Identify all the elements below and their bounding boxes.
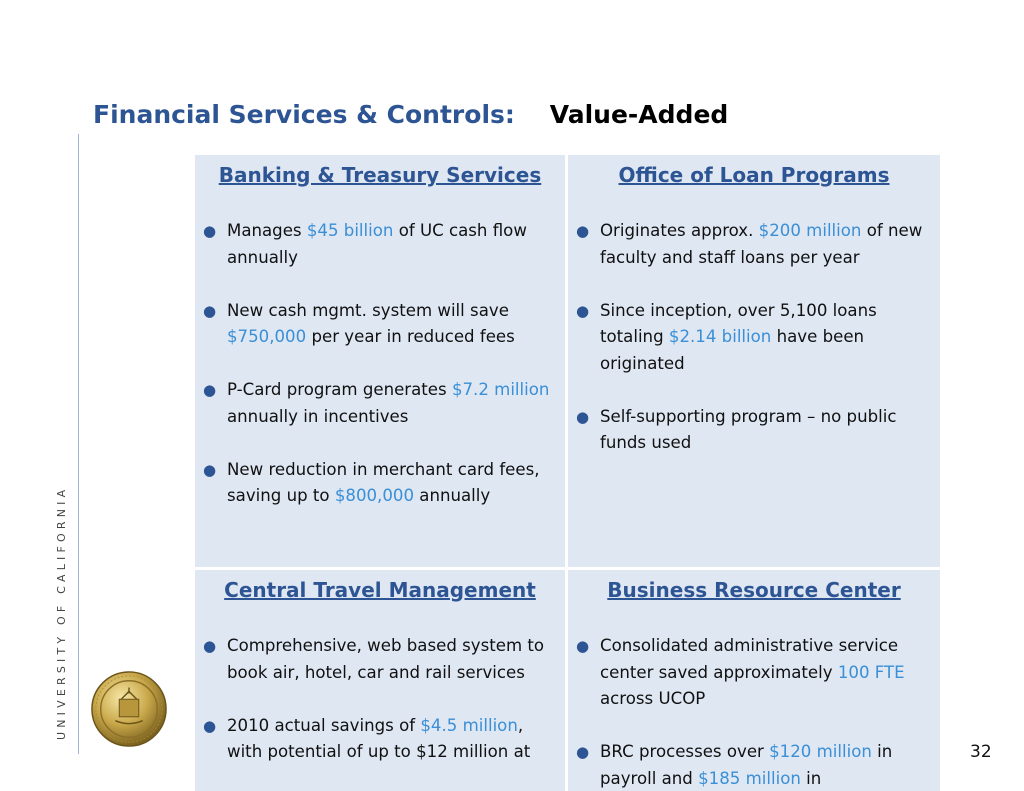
section-business-resource: [568, 570, 940, 791]
content-grid: [195, 155, 940, 791]
bullet-icon: ●: [576, 407, 590, 426]
section-heading: Office of Loan Programs: [618, 163, 890, 187]
bullet-icon: ●: [203, 637, 217, 655]
bullet-icon: ●: [203, 222, 217, 240]
bullet-list: [568, 218, 940, 457]
bullet-icon: ●: [203, 716, 217, 735]
bullet-icon: ●: [203, 301, 217, 320]
title-main: Financial Services & Controls:: [93, 100, 515, 129]
section-loan-programs: [568, 155, 940, 567]
list-item: ● 2010 actual savings of $4.5 million, with potential of up to $12 million at: [195, 713, 565, 766]
slide-title: [93, 100, 728, 129]
title-accent: Value-Added: [549, 100, 729, 129]
list-item: ● BRC processes over $120 million in payroll and $185 million in: [568, 739, 940, 791]
bullet-icon: ●: [576, 301, 590, 320]
section-heading: Business Resource Center: [607, 578, 901, 602]
list-item: ● P-Card program generates $7.2 million annually in incentives: [195, 377, 565, 430]
bullet-list: [195, 218, 565, 510]
bullet-icon: ●: [576, 637, 590, 655]
university-seal-icon: [90, 670, 168, 748]
list-item: ● New reduction in merchant card fees, saving up to $800,000 annually: [195, 457, 565, 510]
list-item: ● Since inception, over 5,100 loans totaling $2.14 billion have been originated: [568, 298, 940, 378]
sidebar-divider: [78, 134, 79, 754]
bullet-list: [195, 633, 565, 766]
section-heading: Banking & Treasury Services: [218, 163, 542, 187]
university-wordmark: UNIVERSITY OF CALIFORNIA: [55, 485, 68, 740]
list-item: ● Consolidated administrative service center saved approximately 100 FTE across UCOP: [568, 633, 940, 713]
bullet-icon: ●: [203, 460, 217, 479]
page-number: 32: [970, 742, 992, 762]
section-central-travel: [195, 570, 565, 791]
bullet-list: [568, 633, 940, 791]
bullet-icon: ●: [576, 222, 590, 240]
list-item: ● Comprehensive, web based system to book air, hotel, car and rail services: [195, 633, 565, 686]
list-item: ● Originates approx. $200 million of new faculty and staff loans per year: [568, 218, 940, 271]
section-heading: Central Travel Management: [224, 578, 536, 602]
list-item: ● New cash mgmt. system will save $750,000 per year in reduced fees: [195, 298, 565, 351]
list-item: ● Self-supporting program – no public funds used: [568, 404, 940, 457]
section-banking-treasury: [195, 155, 565, 567]
bullet-icon: ●: [576, 743, 590, 761]
list-item: ● Manages $45 billion of UC cash flow annually: [195, 218, 565, 271]
bullet-icon: ●: [203, 381, 217, 399]
